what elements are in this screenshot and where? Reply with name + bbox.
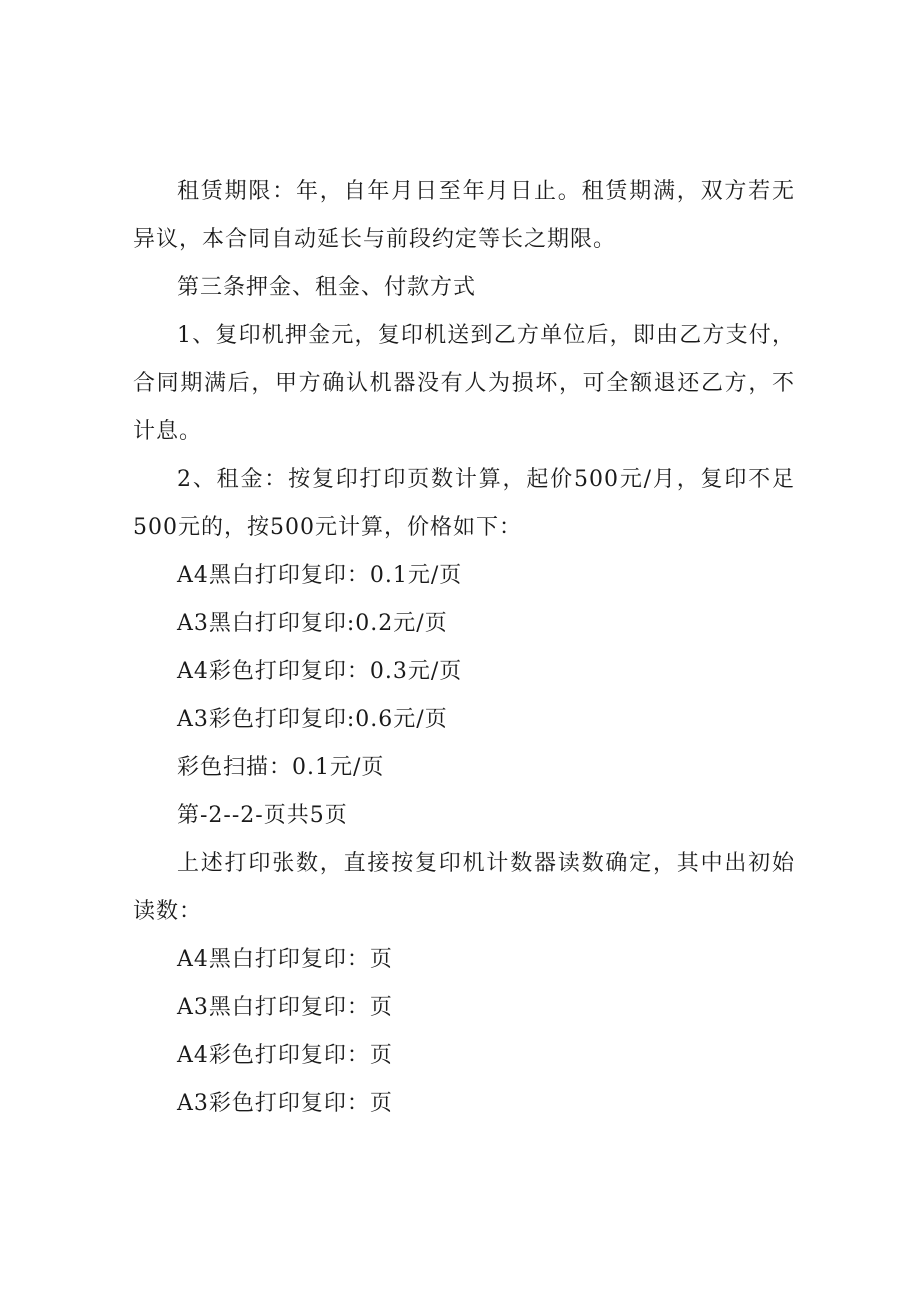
lease-term-paragraph: 租赁期限：年，自年月日至年月日止。租赁期满，双方若无异议，本合同自动延长与前段约定等长之期限。	[133, 179, 795, 252]
price-a3-bw: A3黑白打印复印:0.2元/页	[177, 611, 448, 636]
price-a3-color: A3彩色打印复印:0.6元/页	[177, 707, 448, 732]
counter-reading-paragraph: 上述打印张数，直接按复印机计数器读数确定，其中出初始读数：	[133, 851, 795, 924]
page-number: 第-2--2-页共5页	[177, 803, 348, 828]
reading-a3-bw: A3黑白打印复印：页	[177, 995, 393, 1020]
reading-a4-bw: A4黑白打印复印：页	[177, 947, 393, 972]
price-a4-bw: A4黑白打印复印：0.1元/页	[177, 563, 463, 588]
article-three-heading: 第三条押金、租金、付款方式	[177, 275, 477, 300]
rent-clause: 2、租金：按复印打印页数计算，起价500元/月，复印不足500元的，按500元计算，价格如下：	[133, 467, 795, 540]
reading-a3-color: A3彩色打印复印：页	[177, 1091, 393, 1116]
price-color-scan: 彩色扫描：0.1元/页	[177, 755, 385, 780]
price-a4-color: A4彩色打印复印：0.3元/页	[177, 659, 463, 684]
deposit-clause: 1、复印机押金元，复印机送到乙方单位后，即由乙方支付，合同期满后，甲方确认机器没有人为损坏，可全额退还乙方，不计息。	[133, 323, 795, 444]
document-body	[133, 168, 795, 1128]
reading-a4-color: A4彩色打印复印：页	[177, 1043, 393, 1068]
